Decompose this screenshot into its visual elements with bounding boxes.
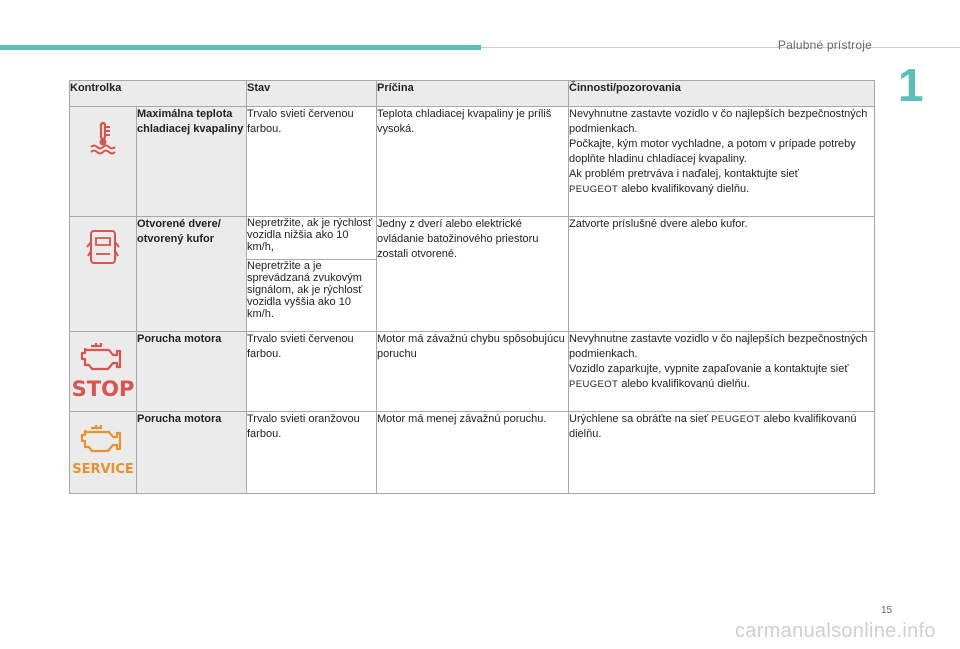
cause-cell: Motor má menej závažnú poruchu.: [377, 412, 569, 494]
indicator-name: Maximálna teplota chladiacej kvapaliny: [137, 107, 247, 217]
engine-service-icon: [72, 420, 134, 478]
icon-cell: [70, 217, 137, 332]
chapter-number: 1: [898, 59, 924, 111]
icon-cell: [70, 412, 137, 494]
state-cell: Nepretržite a je sprevádzaná zvukovým signálom, ak je rýchlosť vozidla vyššia ako 10 km/h.: [247, 260, 377, 332]
actions-cell: Nevyhnutne zastavte vozidlo v čo najlepších bezpečnostných podmienkach. Počkajte, kým motor vychladne, a potom v prípade potreby doplňte hladinu chladiacej kvapaliny. Ak problém pretrváva i naďalej, kontaktujte sieť PEUGEOT alebo kvalifikovaný dielňu.: [569, 107, 875, 217]
indicator-table: [69, 80, 875, 494]
actions-cell: Nevyhnutne zastavte vozidlo v čo najlepších bezpečnostných podmienkach. Vozidlo zaparkujte, vypnite zapaľovanie a kontaktujte sieť PEUGEOT alebo kvalifikovanú dielňu.: [569, 332, 875, 412]
cause-cell: Motor má závažnú chybu spôsobujúcu poruchu: [377, 332, 569, 412]
watermark: carmanualsonline.info: [735, 620, 936, 642]
icon-cell: [70, 107, 137, 217]
table-header-row: [70, 81, 875, 107]
section-title: Palubné prístroje: [777, 38, 872, 52]
indicator-name: Otvorené dvere/ otvorený kufor: [137, 217, 247, 332]
col-header-indicator: Kontrolka: [70, 81, 247, 107]
brand-name: PEUGEOT: [569, 184, 619, 195]
actions-cell: Urýchlene sa obráťte na sieť PEUGEOT alebo kvalifikovanú dielňu.: [569, 412, 875, 494]
indicator-name: Porucha motora: [137, 412, 247, 494]
door-open-icon: [88, 227, 118, 267]
cause-cell: Jedny z dverí alebo elektrické ovládanie batožinového priestoru zostali otvorené.: [377, 217, 569, 332]
state-cell: Trvalo svieti červenou farbou.: [247, 107, 377, 217]
stop-label: STOP: [71, 377, 135, 401]
header-accent-bar: [0, 45, 481, 50]
col-header-cause: Príčina: [377, 81, 569, 107]
state-cell: Nepretržite, ak je rýchlosť vozidla nižšia ako 10 km/h,: [247, 217, 377, 260]
cause-cell: Teplota chladiacej kvapaliny je príliš vysoká.: [377, 107, 569, 217]
table-row: [70, 217, 875, 260]
col-header-actions: Činnosti/pozorovania: [569, 81, 875, 107]
actions-cell: Zatvorte príslušné dvere alebo kufor.: [569, 217, 875, 332]
brand-name: PEUGEOT: [569, 379, 619, 390]
state-cell: Trvalo svieti oranžovou farbou.: [247, 412, 377, 494]
table-row: [70, 107, 875, 217]
table-row: [70, 332, 875, 412]
icon-cell: [70, 332, 137, 412]
header-rule: [481, 47, 960, 48]
brand-name: PEUGEOT: [711, 414, 761, 425]
table-row: [70, 412, 875, 494]
service-label: SERVICE: [72, 462, 134, 477]
engine-stop-icon: [71, 338, 135, 401]
page-number: 15: [881, 605, 893, 616]
coolant-temperature-icon: [88, 121, 118, 155]
indicator-name: Porucha motora: [137, 332, 247, 412]
col-header-state: Stav: [247, 81, 377, 107]
state-cell: Trvalo svieti červenou farbou.: [247, 332, 377, 412]
